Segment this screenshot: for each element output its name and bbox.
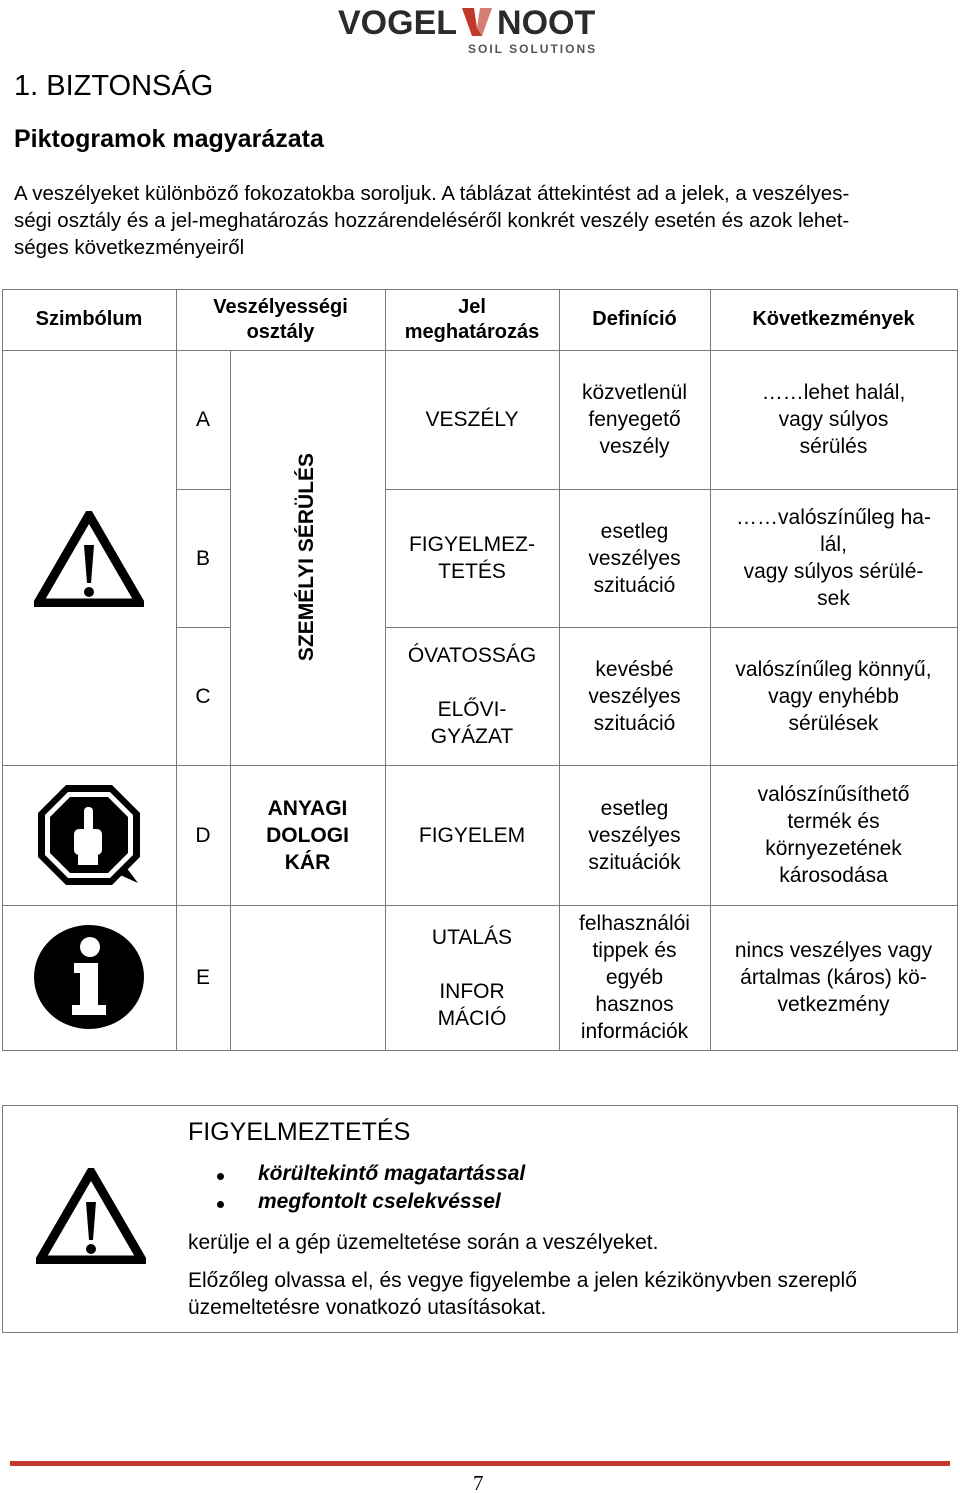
damage-line: DOLOGI: [266, 823, 349, 847]
consequence-line: valószínűsíthető: [757, 783, 910, 806]
logo-mark-icon: [460, 6, 494, 38]
signal-line: TETÉS: [438, 560, 506, 583]
company-logo: [338, 4, 623, 56]
warning-bullet: [222, 1190, 501, 1214]
consequence-b: [710, 489, 957, 627]
warning-paragraph-line: Előzőleg olvassa el, és vegye figyelembe a jelen kézikönyvben szereplő: [188, 1269, 857, 1292]
signal-b: [385, 489, 559, 627]
consequence-line: ártalmas (káros) kö-: [740, 966, 927, 989]
consequence-line: ……lehet halál,: [761, 381, 906, 404]
page-number: 7: [473, 1471, 484, 1493]
header-definition: Definíció: [592, 308, 677, 330]
definition-d: [559, 765, 710, 905]
consequence-e: [710, 905, 957, 1050]
info-icon: [32, 923, 146, 1031]
definition-line: szituáció: [593, 573, 676, 597]
class-d: D: [195, 823, 211, 847]
footer-rule: [10, 1461, 950, 1466]
signal-line: GYÁZAT: [430, 725, 514, 748]
personal-injury-label: SZEMÉLYI SÉRÜLÉS: [295, 452, 318, 662]
definition-line: információk: [580, 1020, 689, 1043]
header-class-line: osztály: [246, 320, 315, 343]
warning-triangle-icon: [36, 1168, 146, 1264]
definition-line: veszélyes: [588, 546, 681, 570]
consequence-c: [710, 627, 957, 765]
consequence-line: lál,: [820, 533, 847, 556]
signal-c: [385, 627, 559, 765]
definition-e: [559, 905, 710, 1050]
definition-line: fenyegető: [588, 408, 681, 431]
header-signal-line: Jel: [458, 295, 486, 318]
col-divider: [230, 350, 231, 1051]
definition-line: veszélyes: [588, 823, 681, 847]
definition-a: [559, 350, 710, 489]
section-title: 1. BIZTONSÁG: [14, 70, 214, 102]
definition-line: szituáció: [593, 711, 676, 735]
signal-e: [385, 905, 559, 1050]
class-e: E: [195, 966, 210, 989]
consequence-line: környezetének: [765, 837, 902, 860]
warning-paragraph-line: üzemeltetésre vonatkozó utasításokat.: [188, 1296, 547, 1319]
consequence-line: vagy súlyos sérülé-: [743, 560, 924, 583]
warning-bullet: [222, 1162, 525, 1186]
header-signal: [385, 289, 559, 350]
damage-line: KÁR: [284, 850, 331, 874]
stop-hand-icon: [34, 783, 144, 887]
intro-paragraph: [14, 180, 949, 261]
consequence-line: vagy enyhébb: [768, 684, 899, 708]
class-c: C: [195, 684, 211, 708]
material-damage-label: [230, 765, 385, 905]
definition-line: szituációk: [588, 850, 681, 874]
signal-line: ÓVATOSSÁG: [407, 644, 537, 667]
header-symbol: Szimbólum: [35, 308, 143, 330]
definition-line: kevésbé: [595, 657, 674, 681]
table-border-bottom: [2, 1050, 958, 1051]
signal-line: FIGYELMEZ-: [408, 533, 535, 556]
header-signal-line: meghatározás: [404, 320, 540, 343]
consequence-d: [710, 765, 957, 905]
definition-b: [559, 489, 710, 627]
logo-word-right: NOOT: [497, 4, 596, 42]
warning-triangle-icon: [34, 511, 144, 607]
intro-line: A veszélyeket különböző fokozatokba soroljuk. A táblázat áttekintést ad a jelek, a veszélyes-: [14, 182, 850, 205]
consequence-a: [710, 350, 957, 489]
intro-line: séges következményeiről: [14, 236, 245, 259]
bullet-text: körültekintő magatartással: [258, 1162, 526, 1185]
consequence-line: termék és: [787, 810, 880, 833]
page-subtitle: Piktogramok magyarázata: [14, 125, 324, 153]
table-border-right: [957, 289, 958, 1051]
bullet-dot: [217, 1201, 224, 1208]
consequence-line: sérülések: [788, 711, 879, 735]
consequence-line: nincs veszélyes vagy: [734, 939, 933, 962]
definition-c: [559, 627, 710, 765]
consequence-line: vetkezmény: [777, 993, 890, 1016]
warning-line: kerülje el a gép üzemeltetése során a veszélyeket.: [188, 1231, 659, 1254]
header-class: [176, 289, 385, 350]
consequence-line: károsodása: [779, 864, 888, 887]
damage-line: ANYAGI: [267, 796, 348, 820]
logo-tagline: SOIL SOLUTIONS: [468, 42, 598, 56]
class-a: A: [195, 408, 210, 431]
bullet-dot: [217, 1173, 224, 1180]
warning-box-title: FIGYELMEZTETÉS: [188, 1118, 411, 1146]
definition-line: egyéb: [605, 966, 664, 989]
consequence-line: vagy súlyos: [778, 408, 889, 431]
definition-line: közvetlenül: [581, 381, 688, 404]
consequence-line: sek: [817, 587, 850, 610]
definition-line: veszélyes: [588, 684, 681, 708]
signal-a: VESZÉLY: [425, 408, 519, 431]
definition-line: veszély: [599, 435, 670, 458]
header-consequences: Következmények: [752, 308, 915, 330]
definition-line: felhasználói: [579, 912, 690, 935]
signal-line: INFOR: [439, 979, 505, 1003]
table-border-left: [2, 289, 3, 1051]
signal-line: MÁCIÓ: [437, 1006, 507, 1030]
bullet-text: megfontolt cselekvéssel: [258, 1190, 501, 1213]
header-class-line: Veszélyességi: [213, 295, 348, 318]
intro-line: ségi osztály és a jel-meghatározás hozzárendeléséről konkrét veszély esetén és azok lehet-: [14, 209, 850, 232]
logo-word-left: VOGEL: [338, 4, 458, 42]
class-b: B: [195, 546, 210, 570]
definition-line: esetleg: [600, 519, 669, 543]
signal-d: FIGYELEM: [418, 823, 526, 847]
logo-wordmark: [338, 4, 595, 43]
pictogram-table: [2, 289, 958, 1051]
consequence-line: ……valószínűleg ha-: [736, 506, 931, 529]
signal-line: UTALÁS: [431, 925, 513, 949]
consequence-line: sérülés: [799, 435, 868, 458]
definition-line: hasznos: [595, 993, 674, 1016]
definition-line: tippek és: [592, 939, 677, 962]
signal-line: ELŐVI-: [437, 698, 507, 721]
consequence-line: valószínűleg könnyű,: [735, 657, 932, 681]
definition-line: esetleg: [600, 796, 669, 820]
